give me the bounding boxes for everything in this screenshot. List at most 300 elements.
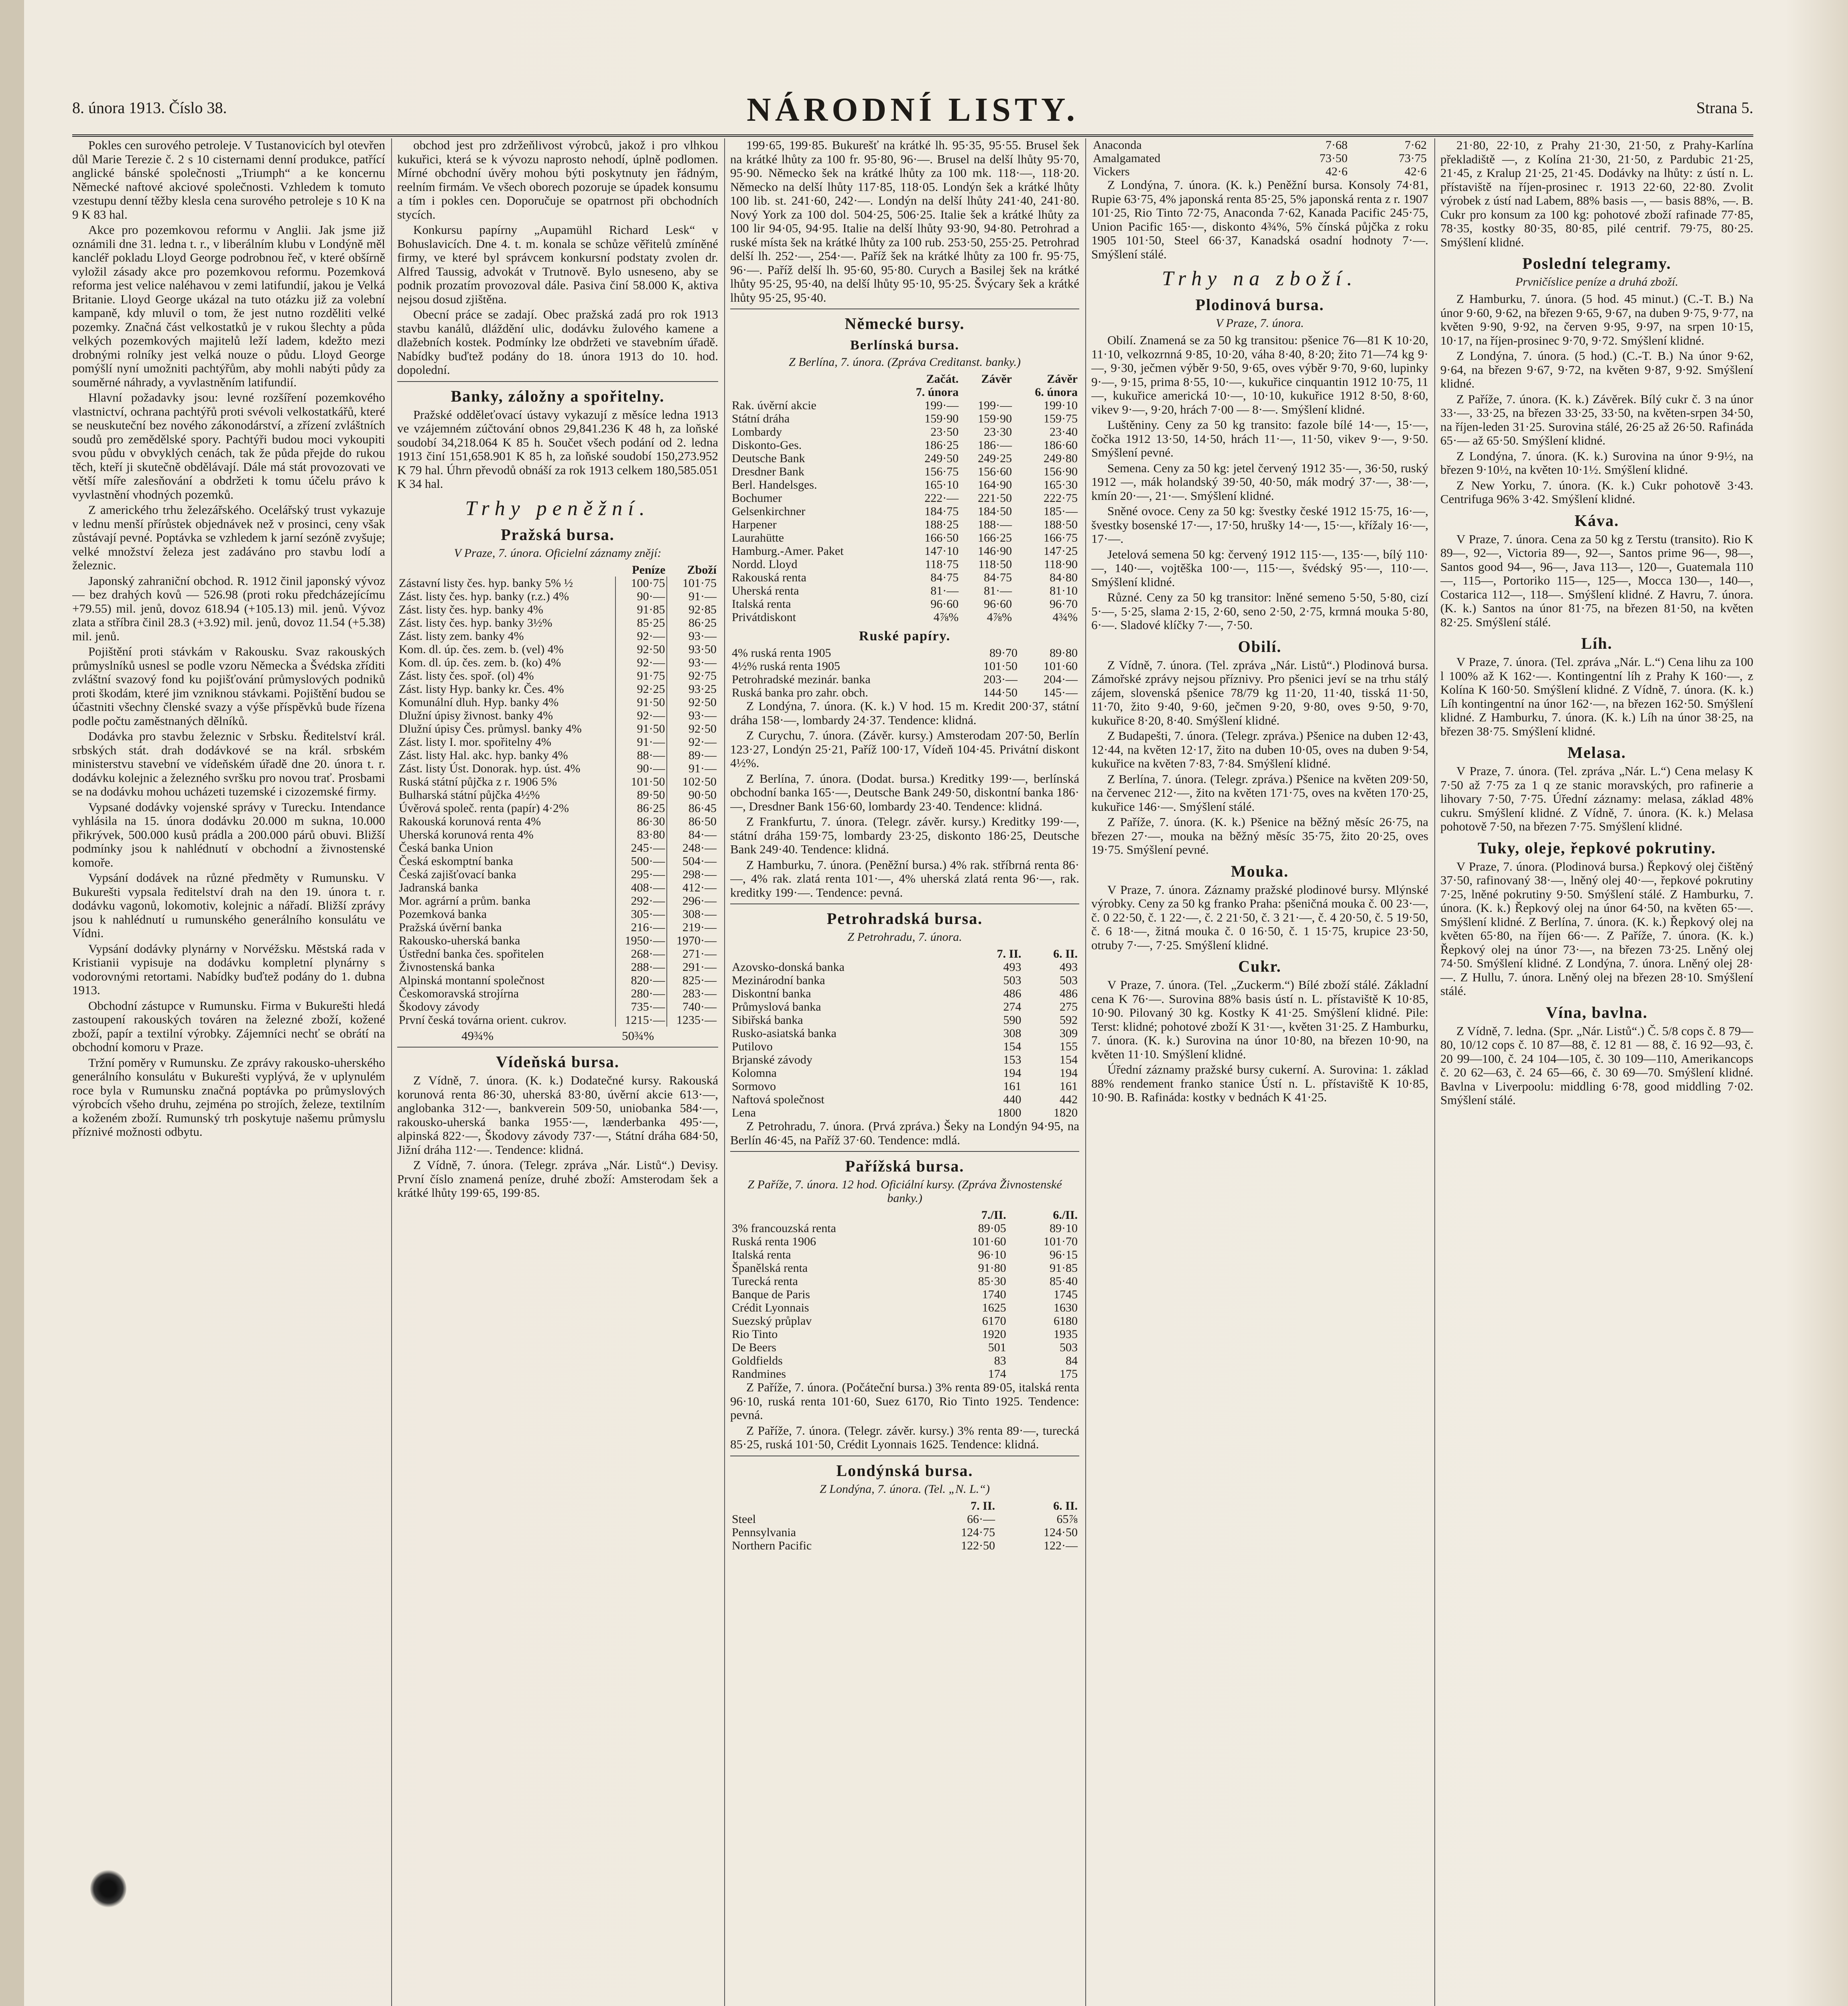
row-value: 92·25 (615, 682, 667, 696)
flour-text: V Praze, 7. února. Záznamy pražské plodinové bursy. Mlýnské výrobky. Ceny za 50 kg franko Praha: pšeničná mouka č. 00 23·—, č. 0 22·50, č. 1 22·—, č. 2 21·50, č. 3 21·—, č. 4 20·50, č. 5 19·50, č. 6 18·—, žitná mouka č. 0 16·50, č. 1 15·75, krupice 23·50, otruby 7·—, 7·25. Smýšlení klidné. (1091, 882, 1428, 952)
row-value: 203·— (983, 673, 1018, 686)
paris-row (730, 1222, 1079, 1235)
telegram-paragraph: Z Londýna, 7. února. (5 hod.) (C.-T. B.) Na únor 9·62, 9·64, na březen 9·67, 9·72, na květen 9·87, 9·92. Smýšlení klidné. (1440, 349, 1753, 390)
quote-row (397, 1013, 718, 1027)
row-value: 90·— (615, 590, 667, 603)
wool-cotton-text: Z Vídně, 7. ledna. (Spr. „Nár. Listů“.) Č. 5/8 cops č. 8 79—80, 10/12 cops č. 10 87—88, č. 12 81 — 88, č. 16 92—93, č. 20 99—100, č. 24 104—105, č. 30 109—110, Amerikancops č. 20 62—63, č. 24 65—66, č. 30 69—70. Smýšlení klidné. Bavlna v Liverpoolu: middling 6·78, good middling 7·02. Smýšlení stálé. (1440, 1023, 1753, 1107)
petersburg-row (730, 974, 1079, 987)
row-value: 86·25 (615, 802, 667, 815)
petersburg-col (730, 947, 967, 960)
produce-paragraph: Jetelová semena 50 kg: červený 1912 115·—, 135·—, bílý 110·—, 140·—, vojtěška 100·—, 115·—, švédský 95·—, 110·—. Smýšlení klidné. (1091, 547, 1428, 589)
coffee-heading: Káva. (1574, 511, 1619, 530)
row-value: 73·75 (1399, 152, 1427, 165)
row-value: 159·90 (978, 412, 1012, 425)
row-label: Putilovo (732, 1040, 773, 1053)
quote-row (397, 815, 718, 828)
telegram-paragraph: Z Londýna, 7. února. (K. k.) Surovina na únor 9·9½, na březen 9·10½, na květen 10·1½. Smýšlení klidné. (1440, 449, 1753, 477)
row-value: 222·75 (1044, 491, 1078, 505)
row-label: Úvěrová společ. renta (papír) 4·2% (397, 802, 615, 815)
row-value: 92·— (615, 656, 667, 669)
london-money-text: Z Londýna, 7. února. (K. k.) Peněžní bursa. Konsoly 74·81, Rupie 63·75, 4% japonská renta 85·25, 5% japonská renta z r. 1907 101·25, Rio Tinto 72·75, Anaconda 7·62, Kanada Pacific 245·75, Union Pacific 165·—, diskonto 4¾%, 5% čínská půjčka z roku 1905 101·50, Steel 66·37, Kanadská osadní hodnoty 7·—. Smýšlení stálé. (1091, 178, 1428, 261)
petersburg-row (730, 1040, 1079, 1053)
row-value: 175 (1060, 1367, 1078, 1381)
row-value: 820·— (615, 974, 667, 987)
row-value: 101·60 (972, 1235, 1006, 1248)
quote-row (397, 696, 718, 709)
row-value: 86·25 (688, 616, 717, 629)
row-value: 740·— (682, 1000, 717, 1013)
row-value: 122·50 (961, 1539, 995, 1552)
row-value: 101·50 (615, 775, 667, 788)
row-value: 166·25 (978, 531, 1012, 544)
row-label: Dresdner Bank (732, 465, 804, 478)
row-value: 101·50 (983, 660, 1018, 673)
row-value: 298·— (682, 867, 717, 881)
news-paragraph: Japonský zahraniční obchod. R. 1912 činil japonský vývoz — bez drahých kovů — 526.98 (proti roku předcházejícímu +79.55) mil. jenů, dovoz 618.94 (+105.13) mil. jenů. Vývoz zlata a stříbra činil 28.3 (+3.92) mil. jenů, dovoz 11.54 (+5.38) mil. jenů. (72, 573, 385, 643)
petersburg-row (730, 960, 1079, 974)
row-label: 4% ruská renta 1905 (732, 646, 831, 660)
row-label: Rakousko-uherská banka (397, 934, 615, 947)
row-label: Goldfields (732, 1354, 783, 1367)
row-value: 92·50 (615, 643, 667, 656)
quote-row (397, 828, 718, 841)
berlin-row (730, 571, 1079, 584)
berlin-note: Z Berlína, 7. února. (Dodat. bursa.) Kreditky 199·—, berlínská obchodní banka 165·—, Deutsche Bank 249·50, diskontní banka 186·—, Dresdner Bank 156·60, lombardy 23·40. Tendence: klidná. (730, 771, 1079, 813)
berlin-row (730, 491, 1079, 505)
row-label: 3% francouzská renta (732, 1222, 836, 1235)
row-value: 93·— (688, 709, 717, 722)
london-note: Z Londýna, 7. února. (K. k.) V hod. 15 m. Kredit 200·37, státní dráha 158·—, lombardy 24·37. Tendence: klidná. (730, 699, 1079, 727)
row-label: Zást. listy Hyp. banky kr. Čes. 4% (397, 682, 615, 696)
london-row (730, 1513, 1079, 1526)
row-label: Deutsche Bank (732, 452, 805, 465)
berlin-row (730, 544, 1079, 558)
london-row (730, 1526, 1079, 1539)
column-rule (724, 138, 725, 2006)
row-label: Pennsylvania (732, 1525, 796, 1539)
row-value: 1740 (982, 1288, 1006, 1301)
row-value: 222·— (924, 491, 959, 505)
row-value: 91·85 (1050, 1261, 1078, 1275)
row-value: 81·— (930, 584, 959, 597)
row-label: Česká zajišťovací banka (397, 868, 615, 881)
row-value: 194 (1003, 1066, 1021, 1080)
petersburg-row (730, 1000, 1079, 1013)
quote-row (397, 974, 718, 987)
row-value: 84·— (688, 828, 717, 841)
row-value: 96·70 (1050, 597, 1078, 611)
paris-row (730, 1354, 1079, 1367)
berlin-head: Začát. (926, 372, 959, 386)
row-value: 188·25 (924, 518, 959, 531)
row-value: 93·— (688, 656, 717, 669)
header-date: 8. února 1913. Číslo 38. (72, 99, 227, 117)
row-value: 91·— (688, 761, 717, 775)
row-value: 288·— (615, 960, 667, 974)
petersburg-exchange-heading: Petrohradská bursa. (827, 910, 983, 928)
share-row (1091, 165, 1428, 178)
prague-exchange-subtitle: V Praze, 7. února. Oficielní záznamy znějí: (454, 546, 662, 560)
row-value: 1745 (1054, 1288, 1078, 1301)
paris-row (730, 1314, 1079, 1328)
paris-subtitle: Z Paříže, 7. února. 12 hod. Oficiální kursy. (Zpráva Živnostenské banky.) (747, 1178, 1062, 1205)
row-value: 96·60 (930, 597, 959, 611)
quote-row (397, 802, 718, 815)
row-value: 504·— (682, 854, 717, 868)
grain-heading: Obilí. (1238, 637, 1282, 656)
row-value: 199·— (924, 399, 959, 412)
row-value: 89·— (688, 748, 717, 762)
row-label: Vickers (1093, 165, 1130, 178)
row-label: Ruská státní půjčka z r. 1906 5% (397, 775, 615, 788)
berlin-head: Závěr (981, 372, 1012, 386)
row-label: Italská renta (732, 1248, 791, 1261)
row-value: 91·85 (615, 603, 667, 616)
money-markets-heading: Trhy peněžní. (465, 497, 650, 520)
row-value: 146·90 (978, 544, 1012, 558)
quote-row (397, 762, 718, 775)
row-value: 91·75 (615, 669, 667, 682)
row-label: Rakouská korunová renta 4% (397, 815, 615, 828)
col2-articles (397, 138, 718, 377)
row-value: 147·10 (924, 544, 959, 558)
row-value: 185·— (1044, 505, 1078, 518)
berlin-row (730, 452, 1079, 465)
grain-articles (1091, 658, 1428, 857)
news-paragraph: Obecní práce se zadají. Obec pražská zadá pro rok 1913 stavbu kanálů, dláždění ulic, dodávku žulového kamene a dlažebních kostek. Podmínky lze obdržeti ve stavebním úřadě. Nabídky buďtež podány do 18. února 1913 do 10. hod. dopolední. (397, 307, 718, 377)
row-label: Bulharská státní půjčka 4½% (397, 788, 615, 802)
berlin-row (730, 399, 1079, 412)
quote-row (397, 629, 718, 643)
quote-row (397, 855, 718, 868)
row-label: Azovsko-donská banka (732, 960, 845, 974)
london-row (730, 1539, 1079, 1552)
col-goods: Zboží (687, 563, 717, 577)
berlin-head: Závěr (1047, 372, 1078, 386)
row-value: 500·— (615, 855, 667, 868)
row-label: Průmyslová banka (732, 1000, 821, 1013)
petersburg-row (730, 987, 1079, 1000)
row-label: Mor. agrární a prům. banka (397, 894, 615, 908)
row-value: 156·60 (978, 465, 1012, 478)
row-label: Alpinská montanní společnost (397, 974, 615, 987)
share-row (1091, 152, 1428, 165)
grain-paragraph: Z Paříže, 7. února. (K. k.) Pšenice na běžný měsíc 26·75, na březen 27·—, mouka na běžný měsíc 35·75, žito 20·25, oves 19·75. Smýšlení pevné. (1091, 815, 1428, 857)
quote-row (397, 656, 718, 669)
produce-exchange-subtitle: V Praze, 7. února. (1216, 317, 1304, 330)
paris-note: Z Paříže, 7. února. (Počáteční bursa.) 3% renta 89·05, italská renta 96·10, ruská renta 101·60, Suez 6170, Rio Tinto 1925. Tendence: pevná. (730, 1380, 1079, 1422)
telegram-paragraph: Z Hamburku, 7. února. (5 hod. 45 minut.) (C.-T. B.) Na únor 9·60, 9·62, na březen 9·65, 9·67, na duben 9·75, 9·77, na květen 9·90, 9·92, na červen 9·95, 9·97, na srpen 10·15, 10·17, na říjen-prosinec 9·70, 9·72. Smýšlení klidné. (1440, 292, 1753, 347)
row-value: 309 (1060, 1027, 1078, 1040)
news-paragraph: Obchodní zástupce v Rumunsku. Firma v Bukurešti hledá zastoupení rakouských továren na železné zboží, kožené zboží, papír a textilní výrobky. Zájemníci nechť se obrátí na obchodní komoru v Praze. (72, 998, 385, 1054)
row-value: 186·— (978, 439, 1012, 452)
coffee-text: V Praze, 7. února. Cena za 50 kg z Terstu (transito). Rio K 89—, 92—, Victoria 89—, 92—, Santos prime 96—, 98—, Santos good 94—, 96—, Java 113—, 120—, Guatemala 110—, 115—, Portoriko 115—, 125—, Mocca 130—, 140—, Costarica 112—, 118—. Smýšlení klidné. Z Havru, 7. února. (K. k.) Santos na únor 81·75, na březen 81·50, na květen 82·25. Smýšlení stálé. (1440, 532, 1753, 629)
row-value: 145·— (1044, 686, 1078, 699)
petersburg-date: 6. II. (1053, 947, 1078, 960)
petersburg-table (730, 947, 1079, 1119)
row-value: 85·25 (615, 616, 667, 629)
row-label: Bochumer (732, 491, 782, 505)
grain-paragraph: Z Vídně, 7. února. (Tel. zpráva „Nár. Listů“.) Plodinová bursa. Zámořské zprávy nejsou příznivy. Pro pšenici jeví se na trhu stálý zájem, slovenská pšenice 78/79 kg 11·20, 11·40, tisská 11·50, 11·70, žito 9·40, 9·60, ječmen 9·20, 9·80, oves 9·50, 9·70, kukuřice 8·20, 8·40. Smýšlení klidné. (1091, 658, 1428, 727)
row-value: 291·— (682, 960, 717, 974)
row-label: Živnostenská banka (397, 960, 615, 974)
column-3 (730, 138, 1079, 2006)
london-subtitle: Z Londýna, 7. února. (Tel. „N. L.“) (820, 1482, 990, 1496)
grain-paragraph: Z Budapešti, 7. února. (Telegr. zpráva.) Pšenice na duben 12·43, 12·44, na květen 12·17, žito na duben 10·05, oves na duben 9·54, kukuřice na květen 7·83, 7·84. Smýšlení klidné. (1091, 729, 1428, 770)
row-label: Italská renta (732, 597, 791, 611)
row-value: 85·40 (1050, 1275, 1078, 1288)
berlin-row (730, 412, 1079, 425)
row-label: Brjanské závody (732, 1053, 812, 1066)
row-value: 442 (1060, 1093, 1078, 1106)
row-label: Suezský průplav (732, 1314, 812, 1328)
sugar-heading: Cukr. (1238, 957, 1281, 975)
row-value: 124·75 (961, 1525, 995, 1539)
row-label: Nordd. Lloyd (732, 558, 798, 571)
quote-row (397, 947, 718, 960)
london-shares-table (1091, 138, 1428, 178)
percent-money: 49¾% (461, 1028, 494, 1043)
row-value: 118·90 (1044, 558, 1078, 571)
quote-row (397, 616, 718, 629)
row-value: 118·75 (925, 558, 959, 571)
quote-row (397, 722, 718, 735)
row-label: Ústřední banka čes. spořitelen (397, 947, 615, 960)
row-value: 73·50 (1319, 152, 1348, 165)
row-value: 1235·— (676, 1013, 717, 1027)
quote-row (397, 987, 718, 1000)
row-value: 412·— (682, 881, 717, 894)
quote-row (397, 775, 718, 788)
row-label: Zást. listy I. mor. spořitelny 4% (397, 735, 615, 749)
row-value: 7·62 (1405, 138, 1427, 152)
quote-row (397, 934, 718, 947)
quote-row (397, 881, 718, 894)
produce-paragraph: Různé. Ceny za 50 kg transitor: lněné semeno 5·50, 5·80, cizí 5·—, 5·25, slama 2·15, 2·60, seno 2·50, 2·75, krmná mouka 5·80, 6·—. Sladové klíčky 7·—, 7·50. (1091, 590, 1428, 632)
quote-row (397, 921, 718, 934)
wool-cotton-heading: Vína, bavlna. (1546, 1003, 1648, 1021)
row-value: 23·40 (1050, 425, 1078, 439)
prague-quotes-table (397, 563, 718, 1027)
row-value: 735·— (615, 1000, 667, 1013)
row-value: 248·— (682, 841, 717, 855)
row-label: Ruská banka pro zahr. obch. (732, 686, 868, 699)
sugar-text: V Praze, 7. února. (Tel. „Zuckerm.“) Bílé zboží stálé. Základní cena K 76·—. Surovina 88% basis ústí n. L. přístaviště K 10·85, 10·90. Pilovaný 30 kg. Kostky K 41·25. Smýšlení klidné. Pile: Terst: klidné; pohotové zboží K 31·—, květen 31·25. Z Hamburku, 7. února. (K. k.) Surovina na únor 10·80, na březen 10·90, na květen 11·10. Smýšlení klidné. (1091, 978, 1428, 1061)
row-label: Turecká renta (732, 1275, 798, 1288)
share-row (1091, 138, 1428, 152)
divider (397, 381, 718, 382)
row-value: 159·75 (1044, 412, 1078, 425)
row-value: 194 (1060, 1066, 1078, 1080)
london-date: 6. II. (1053, 1499, 1078, 1513)
row-value: 249·25 (978, 452, 1012, 465)
row-value: 503 (1003, 974, 1021, 987)
row-value: 6170 (982, 1314, 1006, 1328)
row-value: 101·70 (1044, 1235, 1078, 1248)
row-value: 93·50 (688, 642, 717, 656)
divider (730, 1151, 1079, 1152)
vienna-exchange-text: Z Vídně, 7. února. (K. k.) Dodatečné kursy. Rakouská korunová renta 86·30, uherská 83·80, úvěrní akcie 613·—, anglobanka 312·—, bankverein 509·50, uniobanka 584·—, rakousko-uherská banka 1955·—, lænderbanka 495·—, alpinská 822·—, Škodovy závody 737·—, Státní dráha 684·50, Jižní dráha 112·—. Tendence: klidná. (397, 1073, 718, 1157)
row-label: Česká banka Union (397, 841, 615, 855)
row-label: Uherská korunová renta 4% (397, 828, 615, 841)
quote-row (397, 577, 718, 590)
row-value: 91·50 (615, 722, 667, 735)
petersburg-row (730, 1080, 1079, 1093)
row-value: 161 (1060, 1080, 1078, 1093)
paris-row (730, 1261, 1079, 1275)
row-value: 592 (1060, 1013, 1078, 1027)
russian-row (730, 673, 1079, 686)
row-value: 4¾% (1052, 611, 1078, 624)
row-label: Jadranská banka (397, 881, 615, 894)
quote-row (397, 908, 718, 921)
commodity-markets-heading: Trhy na zboží. (1162, 267, 1358, 290)
news-paragraph: Vypsání dodávky plynárny v Norvéžsku. Městská rada v Kristianii vypisuje na dodávku kompletní plynárny s vodorovnými retortami. Nabídky buďtež podány do 1. dubna 1913. (72, 941, 385, 997)
quote-row (397, 669, 718, 682)
row-label: Diskonto-Ges. (732, 439, 802, 452)
berlin-date (730, 386, 894, 399)
grain-paragraph: Z Berlína, 7. února. (Telegr. zpráva.) Pšenice na květen 209·50, na červenec 212·—, žito na květen 171·75, oves na květen 170·25, kukuřice 146·—. Smýšlení stálé. (1091, 772, 1428, 814)
row-value: 153 (1003, 1053, 1021, 1066)
row-value: 161 (1003, 1080, 1021, 1093)
row-value: 199·— (978, 399, 1012, 412)
news-paragraph: Tržní poměry v Rumunsku. Ze zprávy rakousko-uherského generálního konsulátu v Bukurešti vyplývá, že v uplynulém roce byla v Rumunsku značná poptávka po průmyslových výrobcích všeho druhu, zejména po strojích, železe, textilním a koženém zboží. Rumunský trh poskytuje našemu průmyslu příznivé možnosti odbytu. (72, 1055, 385, 1139)
row-value: 66·— (967, 1512, 995, 1526)
row-value: 274 (1003, 1000, 1021, 1013)
spirit-text: V Praze, 7. února. (Tel. zpráva „Nár. L.“) Cena lihu za 100 l 100% až K 162·—. Kontingentní líh z Prahy K 160·—, z Kolína K 160·50. Smýšlení klidné. Z Vídně, 7. února. (K. k.) Líh kontingentní na únor 162·—, na březen 162·50. Smýšlení klidné. Z Hamburku, 7. února. (K. k.) Líh na únor 38·25, na březen 38·75. Smýšlení klidné. (1440, 655, 1753, 738)
col-money: Peníze (632, 563, 666, 577)
paris-note: Z Paříže, 7. února. (Telegr. závěr. kursy.) 3% renta 89·—, turecká 85·25, ruská 101·50, Crédit Lyonnais 1625. Tendence: klidná. (730, 1423, 1079, 1451)
row-label: Gelsenkirchner (732, 505, 806, 518)
produce-paragraph: Obilí. Znamená se za 50 kg transitou: pšenice 76—81 K 10·20, 11·10, velkozrnná 9·85, 10·20, váha 8·40, 8·20; žito 71—74 kg 9·—, 9·30, ječmen výběr 9·50, 9·65, oves výběr 9·70, 9·60, lupinky 9·—, 9·15, prima 8·55, 10·—, kukuřice cinquantin 1912 10·75, 11—, kukuřice americká 10·—, 10·10, kukuřice 1912 8·50, 8·60, vikev 9·—, 9·20, hrách 7·00 — 8·—. Smýšlení klidné. (1091, 333, 1428, 416)
masthead-title: NÁRODNÍ LISTY. (747, 91, 1079, 128)
berlin-row (730, 597, 1079, 611)
row-value: 486 (1060, 987, 1078, 1000)
row-value: 1215·— (615, 1013, 667, 1027)
paris-exchange-heading: Pařížská bursa. (845, 1157, 965, 1175)
row-value: 96·10 (978, 1248, 1006, 1261)
row-value: 42·6 (1405, 165, 1427, 178)
row-label: Zást. listy čes. hyp. banky 3½% (397, 616, 615, 629)
row-value: 1625 (982, 1301, 1006, 1314)
row-value: 493 (1060, 960, 1078, 974)
row-value: 164·90 (978, 478, 1012, 491)
row-value: 84·75 (930, 571, 959, 584)
row-value: 89·80 (1050, 646, 1078, 660)
row-value: 84 (1066, 1354, 1078, 1367)
produce-paragraph: Luštěniny. Ceny za 50 kg transito: fazole bílé 14·—, 15·—, čočka 1912 13·50, 14·50, hrách 11·—, 11·50, vikev 9·—, 9·50. Smýšlení pevné. (1091, 418, 1428, 459)
petersburg-row (730, 1013, 1079, 1027)
row-value: 96·60 (984, 597, 1012, 611)
row-label: Lombardy (732, 425, 782, 439)
row-value: 280·— (615, 987, 667, 1000)
row-label: Českomoravská strojírna (397, 987, 615, 1000)
row-value: 90·50 (688, 788, 717, 802)
row-value: 102·50 (682, 775, 717, 788)
row-value: 7·68 (1325, 138, 1348, 152)
london-col (730, 1499, 914, 1513)
row-value: 308 (1003, 1027, 1021, 1040)
row-value: 493 (1003, 960, 1021, 974)
row-value: 408·— (615, 881, 667, 894)
row-value: 292·— (615, 894, 667, 908)
row-value: 204·— (1044, 673, 1078, 686)
row-value: 825·— (682, 973, 717, 987)
row-value: 89·05 (978, 1222, 1006, 1235)
row-value: 93·— (688, 629, 717, 643)
quote-row (397, 868, 718, 881)
row-label: Zástavní listy čes. hyp. banky 5% ½ (397, 577, 615, 590)
row-value: 92·75 (688, 669, 717, 682)
row-value: 81·10 (1050, 584, 1078, 597)
produce-paragraph: Sněné ovoce. Ceny za 50 kg: švestky české 1912 15·75, 16·—, švestky bosenské 17·—, 17·50, hrušky 14·—, 15·—, křížaly 16·—, 17·—. (1091, 504, 1428, 546)
row-value: 90·— (615, 762, 667, 775)
row-value: 283·— (682, 987, 717, 1000)
row-label: Crédit Lyonnais (732, 1301, 809, 1314)
row-value: 221·50 (978, 491, 1012, 505)
row-value: 501 (988, 1341, 1006, 1354)
news-paragraph: Akce pro pozemkovou reformu v Anglii. Jak jsme již oznámili dne 31. ledna t. r., v liberálním klubu v Londýně měl kancléř pokladu Lloyd George podrobnou řeč, v které obšírně vyložil zásady akce pro pozemkovou reformu. Pozemková reforma jest velice naléhavou v zemi latifundií, jakou je Velká Britanie. Lloyd George ukázal na tuto otázku již za volební kampaně, kdy mluvil o tom, že jest nutno rozděliti velké pozemky. Značná část velkostatků je v rukou šlechty a půda velkých pozemkových majitelů leží ladem, kdežto mezi drobnými rolníky jest velká nouze o půdu. Lloyd George pomýšlí nyní umožniti pachtýřům, aby mohli nabýti půdy za souměrné náhrady, a vyvlastněním latifundií. (72, 223, 385, 389)
row-label: Ruská renta 1906 (732, 1235, 816, 1248)
row-value: 65⅞ (1056, 1512, 1078, 1526)
row-value: 1820 (1054, 1106, 1078, 1119)
row-label: Pozemková banka (397, 908, 615, 921)
row-value: 245·— (615, 841, 667, 855)
berlin-row (730, 611, 1079, 624)
row-value: 503 (1060, 974, 1078, 987)
row-value: 295·— (615, 868, 667, 881)
row-label: Rio Tinto (732, 1328, 778, 1341)
vienna-devisy-text: Z Vídně, 7. února. (Telegr. zpráva „Nár. Listů“.) Devisy. První číslo znamená peníze, druhé zboží: Amsterodam šek a krátké lhůty 199·65, 199·85. (397, 1158, 718, 1200)
row-label: Diskontní banka (732, 987, 811, 1000)
row-label: Zást. listy zem. banky 4% (397, 629, 615, 643)
russian-papers-heading: Ruské papíry. (859, 629, 951, 644)
row-label: Dlužní úpisy Čes. průmysl. banky 4% (397, 722, 615, 735)
row-value: 199·10 (1044, 399, 1078, 412)
row-value: 166·50 (924, 531, 959, 544)
quote-row (397, 841, 718, 855)
row-value: 174 (988, 1367, 1006, 1381)
column-4 (1091, 138, 1428, 2006)
row-value: 165·30 (1044, 478, 1078, 491)
row-label: Harpener (732, 518, 777, 531)
last-telegrams-note: Prvničíslice peníze a druhá zboží. (1515, 275, 1678, 288)
row-label: Rakouská renta (732, 571, 806, 584)
row-value: 84·80 (1050, 571, 1078, 584)
row-value: 92·— (615, 709, 667, 722)
row-value: 1800 (997, 1106, 1021, 1119)
molasses-text: V Praze, 7. února. (Tel. zpráva „Nár. L.“) Cena melasy K 7·50 až 7·75 za 1 q ze stanic moravských, pro rafinerie a lihovary 7·50, 7·75. Úřední záznamy: melasa, základ 48% cukru. Smýšlení klidné. Z Vídně, 7. února. (K. k.) Melasa pohotově 7·50, na březen 7·75. Smýšlení klidné. (1440, 764, 1753, 833)
row-value: 23·50 (930, 425, 959, 439)
fats-oils-text: V Praze, 7. února. (Plodinová bursa.) Řepkový olej čištěný 37·50, rafinovaný 38·—, lněný olej 40·—, řepkové pokrutiny 7·25, lněné pokrutiny 9·50. Smýšlení stálé. Z Hamburku, 7. února. (K. k.) Řepkový olej na únor 64·50, na květen 65·—. Smýšlení klidné. Z Berlína, 7. února. (K. k.) Řepkový olej na květen 65·80, na říjen 66·—. Z Paříže, 7. února. (K. k.) Řepkový olej na únor 73·—, na březen 73·25. Lněný olej 74·50. Smýšlení klidné. Z Londýna, 7. února. Lněný olej 28·—. Z Hullu, 7. února. Lněný olej na březen 28·10. Smýšlení stálé. (1440, 859, 1753, 998)
row-value: 122·— (1044, 1539, 1078, 1552)
row-value: 91·50 (615, 696, 667, 709)
row-label: Zást. listy Úst. Donorak. hyp. úst. 4% (397, 762, 615, 775)
row-label: Zást. listy čes. hyp. banky (r.z.) 4% (397, 590, 615, 603)
row-label: Pražská úvěrní banka (397, 921, 615, 934)
paris-table (730, 1208, 1079, 1381)
berlin-row (730, 558, 1079, 571)
row-value: 81·— (984, 584, 1012, 597)
row-value: 296·— (682, 894, 717, 908)
hamburg-note: Z Hamburku, 7. února. (Peněžní bursa.) 4% rak. stříbrná renta 86·—, 4% rak. zlatá renta 101·—, 4% uherská zlatá renta 96·—, rak. kreditky 199·—. Tendence: pevná. (730, 857, 1079, 899)
row-value: 1970·— (676, 934, 717, 947)
row-value: 219·— (682, 920, 717, 934)
row-value: 1935 (1054, 1328, 1078, 1341)
row-label: Lena (732, 1106, 756, 1119)
petersburg-row (730, 1106, 1079, 1119)
berlin-row (730, 505, 1079, 518)
